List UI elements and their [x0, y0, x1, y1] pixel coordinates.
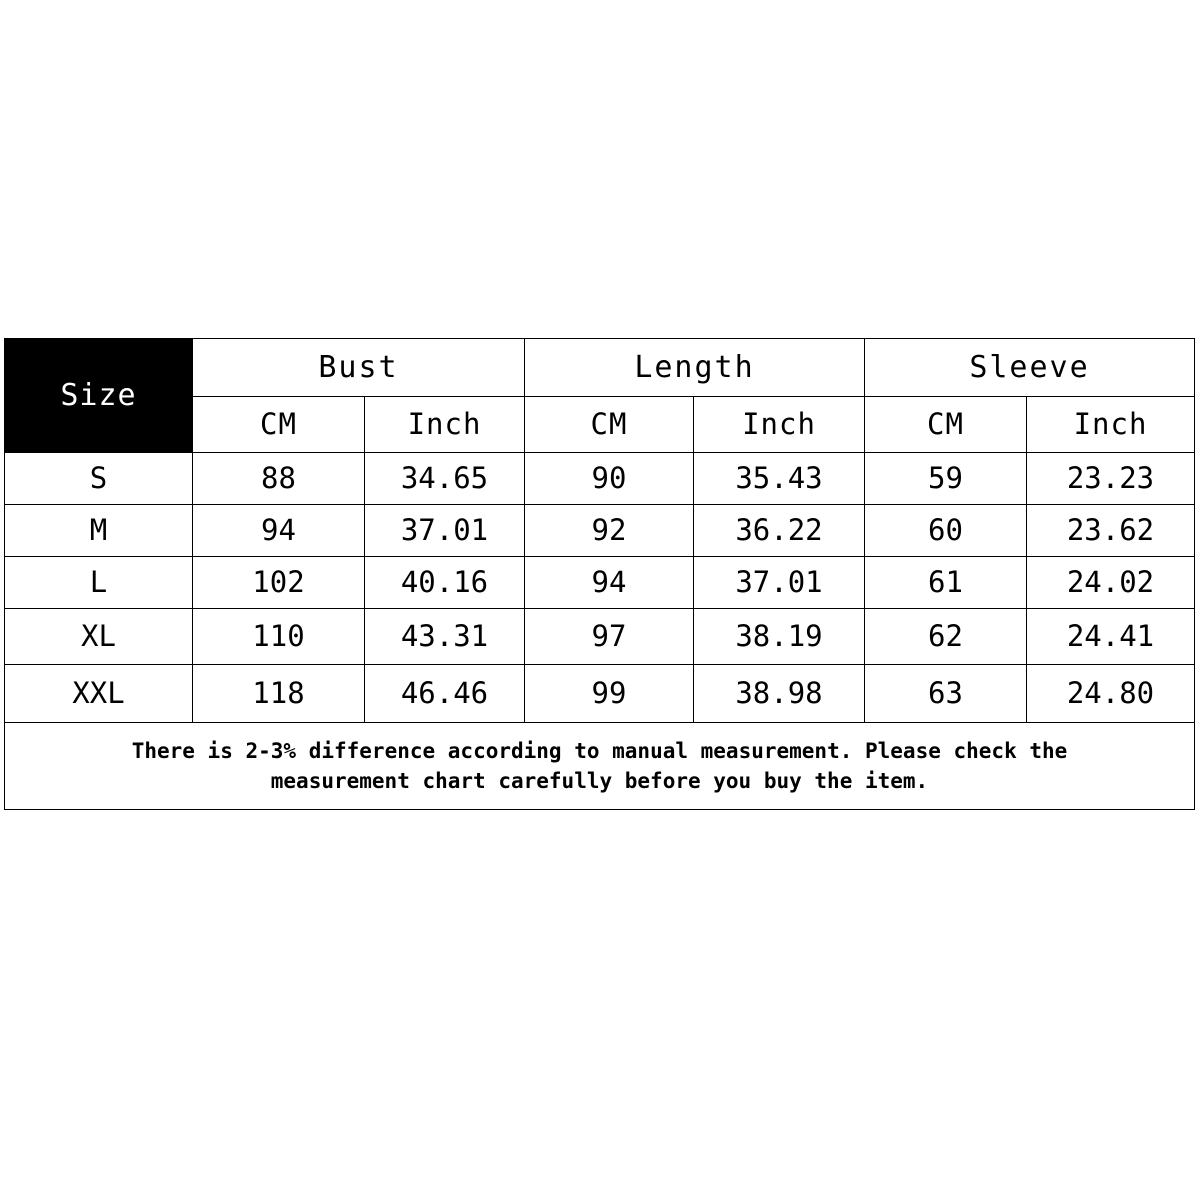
- bust-header: Bust: [193, 339, 525, 397]
- bust-inch-cell: 34.65: [365, 453, 525, 505]
- length-cm-cell: 92: [525, 505, 694, 557]
- note-line-1: There is 2-3% difference according to manual measurement. Please check the: [131, 738, 1068, 763]
- length-cm-cell: 99: [525, 665, 694, 723]
- length-inch-cell: 38.19: [694, 609, 865, 665]
- length-cm-cell: 97: [525, 609, 694, 665]
- length-cm-cell: 90: [525, 453, 694, 505]
- table-row: [5, 557, 1195, 609]
- sleeve-inch-cell: 23.62: [1027, 505, 1195, 557]
- bust-inch-cell: 43.31: [365, 609, 525, 665]
- bust-cm-cell: 118: [193, 665, 365, 723]
- table-row: [5, 453, 1195, 505]
- length-cm-header: CM: [525, 397, 694, 453]
- sleeve-header: Sleeve: [865, 339, 1195, 397]
- sleeve-cm-cell: 59: [865, 453, 1027, 505]
- size-cell: M: [5, 505, 193, 557]
- table-row: [5, 505, 1195, 557]
- header-row-groups: [5, 339, 1195, 397]
- bust-inch-cell: 46.46: [365, 665, 525, 723]
- sleeve-inch-cell: 24.41: [1027, 609, 1195, 665]
- size-header-cell: Size: [5, 339, 193, 453]
- table-row: [5, 665, 1195, 723]
- bust-cm-cell: 88: [193, 453, 365, 505]
- sleeve-inch-header: Inch: [1027, 397, 1195, 453]
- length-inch-cell: 38.98: [694, 665, 865, 723]
- length-cm-cell: 94: [525, 557, 694, 609]
- length-inch-cell: 35.43: [694, 453, 865, 505]
- size-chart-table: [4, 338, 1195, 810]
- length-inch-cell: 37.01: [694, 557, 865, 609]
- sleeve-cm-header: CM: [865, 397, 1027, 453]
- measurement-note: [5, 723, 1195, 810]
- sleeve-inch-cell: 23.23: [1027, 453, 1195, 505]
- bust-cm-cell: 94: [193, 505, 365, 557]
- length-header: Length: [525, 339, 865, 397]
- length-inch-cell: 36.22: [694, 505, 865, 557]
- size-cell: L: [5, 557, 193, 609]
- size-cell: S: [5, 453, 193, 505]
- bust-cm-cell: 102: [193, 557, 365, 609]
- sleeve-inch-cell: 24.80: [1027, 665, 1195, 723]
- note-row: [5, 723, 1195, 810]
- sleeve-inch-cell: 24.02: [1027, 557, 1195, 609]
- sleeve-cm-cell: 62: [865, 609, 1027, 665]
- sleeve-cm-cell: 63: [865, 665, 1027, 723]
- table-row: [5, 609, 1195, 665]
- bust-inch-cell: 37.01: [365, 505, 525, 557]
- bust-cm-header: CM: [193, 397, 365, 453]
- sleeve-cm-cell: 61: [865, 557, 1027, 609]
- bust-cm-cell: 110: [193, 609, 365, 665]
- size-cell: XL: [5, 609, 193, 665]
- note-line-2: measurement chart carefully before you buy the item.: [270, 769, 929, 793]
- sleeve-cm-cell: 60: [865, 505, 1027, 557]
- bust-inch-header: Inch: [365, 397, 525, 453]
- size-cell: XXL: [5, 665, 193, 723]
- length-inch-header: Inch: [694, 397, 865, 453]
- bust-inch-cell: 40.16: [365, 557, 525, 609]
